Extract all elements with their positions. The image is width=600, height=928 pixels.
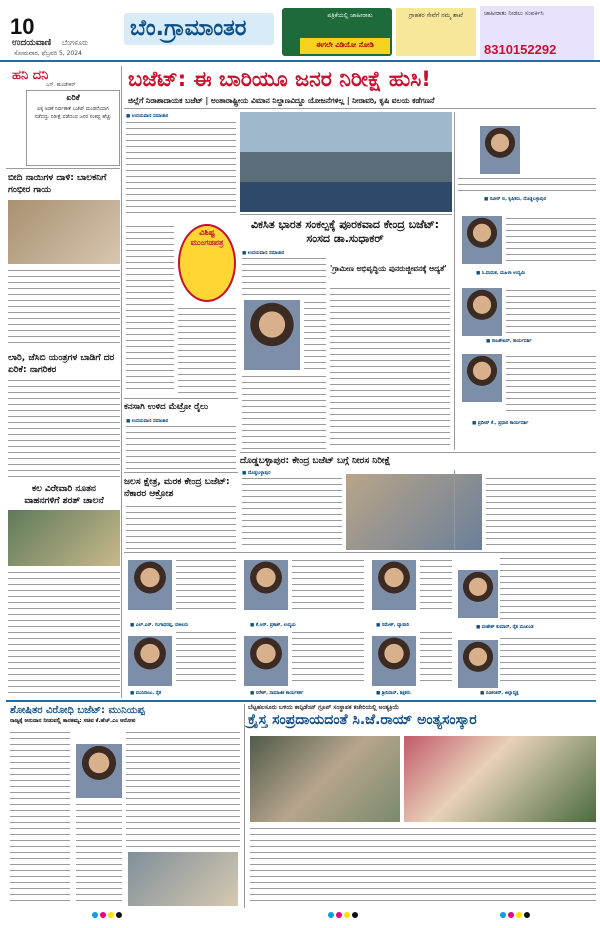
grid-photo-6 xyxy=(372,636,416,686)
paper-name: ಉದಯವಾಣಿ xyxy=(12,38,52,48)
sudhakar-headline[interactable]: ವಿಕಸಿತ ಭಾರತ ಸಂಕಲ್ಪಕ್ಕೆ ಪೂರಕವಾದ ಕೇಂದ್ರ ಬಜೆಟ್: ಸಂಸದ ಡಾ.ಸುಧಾಕರ್ xyxy=(250,218,440,245)
registration-mark xyxy=(100,912,106,918)
muniyappa-body-1 xyxy=(10,730,70,906)
reaction-photo-3 xyxy=(462,288,502,336)
registration-mark xyxy=(336,912,342,918)
registration-mark xyxy=(108,912,114,918)
reaction-caption-2: ■ ಸಿ.ಮಮತ, ಮಹಿಳಾ ಉದ್ಯಮಿ xyxy=(476,271,526,276)
grid-photo-1 xyxy=(128,560,172,610)
reaction-caption-3: ■ ರಾಜಶೇಖರ್, ಕಾರ್ಯದರ್ಶಿ xyxy=(486,339,532,344)
honey-dani-author: ಎನ್. ಹುಂಡೇಕರ್ xyxy=(46,82,76,88)
bottom-strip-rule xyxy=(6,700,596,702)
grid-caption-6: ■ ಶ್ರೀನಿವಾಸ್, ಶಿಕ್ಷಕರು xyxy=(376,691,411,696)
section-title: ಬೆಂ.ಗ್ರಾಮಾಂತರ xyxy=(130,16,247,41)
registration-mark xyxy=(92,912,98,918)
reaction-body-1 xyxy=(458,176,596,194)
reaction-body-4 xyxy=(506,354,596,414)
airport-train-photo xyxy=(240,112,452,212)
muniyappa-photo xyxy=(76,744,122,798)
reaction-photo-6 xyxy=(458,640,498,688)
ad-3-text: ಜಾಹೀರಾತು ನೀಡಲು ಸಂಪರ್ಕಿಸಿ xyxy=(484,10,544,17)
stray-dog-body xyxy=(8,268,120,348)
grid-body-5 xyxy=(292,630,364,686)
ad-1-sub: ಈಗಲೇ ವಿಡಿಯೋ ನೋಡಿ xyxy=(300,38,390,54)
lead-body-col-1 xyxy=(126,120,236,218)
dateline: ಸೋಮವಾರ, ಫೆಬ್ರವರಿ 5, 2024 xyxy=(14,50,82,57)
reaction-photo-5 xyxy=(458,570,498,618)
reaction-photo-2 xyxy=(462,216,502,264)
grid-body-3 xyxy=(420,558,452,610)
lorry-jcb-headline[interactable]: ಲಾರಿ, ಜೆಸಿಬಿ ಯಂತ್ರಗಳ ಬಾಡಿಗೆ ದರ ಏರಿಕೆ: ನಾಗರಿಕರ xyxy=(8,353,115,375)
page-number: 10 xyxy=(10,14,35,39)
stray-dog-photo xyxy=(8,200,120,264)
muniyappa-body-3 xyxy=(126,730,240,850)
sudhakar-quote: 'ಗ್ರಾಮೀಣ ಅಭಿವೃದ್ಧಿಯ ಪುನರುಜ್ಜೀವನಕ್ಕೆ ಆದ್ಯತೆ' xyxy=(330,264,447,273)
divider xyxy=(124,552,596,553)
lead-subhead: ಜಿಲ್ಲೆಗೆ ನಿರಾಶಾದಾಯಕ ಬಜೆಟ್ | ಅಂತಾರಾಷ್ಟ್ರೀಯ ವಿಮಾನ ನಿಲ್ದಾಣವಿದ್ದೂ ಯೋಜನೆಗಳಿಲ್ಲ | ನೀರಾವರಿ, ಕೃಷಿ ವಲಯ ಕಡೆಗಣನೆ xyxy=(128,96,435,105)
grid-body-1 xyxy=(176,558,236,610)
grid-photo-3 xyxy=(372,560,416,610)
eriki-title: ಏರಿಕೆ xyxy=(66,93,80,102)
ad-1-text: ಪತ್ರಿಕೆಯಲ್ಲಿ ಜಾಹೀರಾತು xyxy=(327,12,373,19)
sudhakar-body-4 xyxy=(242,374,326,452)
registration-mark xyxy=(500,912,506,918)
divider xyxy=(240,214,452,215)
lead-headline[interactable]: ಬಜೆಟ್: ಈ ಬಾರಿಯೂ ಜನರ ನಿರೀಕ್ಷೆ ಹುಸಿ! xyxy=(128,67,431,91)
roy-headline[interactable]: ಕ್ರೈಸ್ತ ಸಂಪ್ರದಾಯದಂತೆ ಸಿ.ಜೆ.ರಾಯ್ ಅಂತ್ಯಸಂಸ್ಕಾರ xyxy=(248,712,477,728)
metro-headline[interactable]: ಕನಸಾಗಿ ಉಳಿದ ಮೆಟ್ರೋ ರೈಲು xyxy=(124,402,209,412)
grid-caption-2: ■ ಕೆ.ಆರ್. ಪ್ರಕಾಶ್, ಉದ್ಯಮಿ xyxy=(250,623,296,628)
ad-banner-2[interactable]: ಗ್ರಾಹಕರ ಸೇವೆಗೆ ನಮ್ಮ ಶಾಖೆ xyxy=(396,8,476,56)
lead-body-col-2 xyxy=(126,224,174,394)
registration-mark xyxy=(344,912,350,918)
registration-mark xyxy=(524,912,530,918)
divider xyxy=(240,452,596,453)
reaction-caption-4: ■ ಪ್ರದೀಪ್ ಕೆ., ಪ್ರಧಾನ ಕಾರ್ಯದರ್ಶಿ xyxy=(472,421,529,426)
ad-3-phone: 8310152292 xyxy=(484,42,557,57)
grid-photo-5 xyxy=(244,636,288,686)
roy-body xyxy=(250,826,596,906)
lead-byline: ■ ಉದಯವಾಣಿ ಸಮಾಚಾರ xyxy=(126,114,169,119)
grid-caption-1: ■ ಎಲ್.ಎನ್. ಗಂಗಾಧರಪ್ಪ, ವಕೀಲರು xyxy=(130,623,189,628)
reaction-body-3 xyxy=(506,288,596,334)
registration-mark xyxy=(116,912,122,918)
grid-caption-4: ■ ಮುನಿರಾಜು, ರೈತ xyxy=(130,691,162,696)
registration-mark xyxy=(328,912,334,918)
sudhakar-byline: ■ ಉದಯವಾಣಿ ಸಮಾಚಾರ xyxy=(242,251,285,256)
roy-kicker: ಬೆಟ್ಟಹಲಸೂರು ಬಳಿಯ ಕಾನ್ಫಿಡೆಂಟ್ ಗ್ರೂಪ್ ಸಂಸ್ಥಾಪಕ ಕಚೇರಿಯಲ್ಲಿ ಅಂತ್ಯಕ್ರಿಯೆ xyxy=(248,704,400,711)
registration-mark xyxy=(352,912,358,918)
sudhakar-body-2 xyxy=(304,300,326,370)
honey-dani-logo: ಹನಿ ದನಿ xyxy=(12,68,49,83)
grid-photo-2 xyxy=(244,560,288,610)
lead-body-col-3 xyxy=(178,306,236,396)
sudhakar-body-3 xyxy=(330,286,450,450)
registration-mark xyxy=(516,912,522,918)
roy-funeral-photo-1 xyxy=(250,736,400,822)
waste-vehicle-photo xyxy=(8,510,120,566)
reaction-photo-4 xyxy=(462,354,502,402)
doddaballapura-body-2 xyxy=(486,476,596,550)
jala-headline[interactable]: ಜಲಸ ಕ್ಷೇತ್ರ, ಮರಕ ಕೇಂದ್ರ ಬಜೆಟ್: ನೆಕಾರರ ಆಕ್ರೋಶ xyxy=(124,477,230,499)
waste-vehicle-body xyxy=(8,570,120,698)
reaction-body-2 xyxy=(506,216,596,266)
stray-dog-headline[interactable]: ಬೀದಿ ನಾಯಿಗಳ ದಾಳಿ: ಬಾಲಕನಿಗೆ ಗಂಭೀರ ಗಾಯ xyxy=(8,173,107,195)
grid-body-2 xyxy=(292,558,364,610)
divider xyxy=(124,398,238,399)
doddaballapura-headline[interactable]: ದೊಡ್ಡಬಳ್ಳಾಪುರ: ಕೇಂದ್ರ ಬಜೆಟ್ ಬಗ್ಗೆ ನೀರಸ ನಿರೀಕ್ಷೆ xyxy=(240,456,391,466)
reaction-body-5 xyxy=(500,556,596,620)
muniyappa-subhead: ರಾಜ್ಯಕ್ಕೆ ಅನುದಾನ ನೀಡುವಲ್ಲಿ ತಾರತಮ್ಯ: ಸಚಿವ ಕೆ.ಹೆಚ್.ಎಂ ಆರೋಪ xyxy=(10,718,136,724)
divider xyxy=(6,168,120,169)
waste-vehicle-headline[interactable]: ಕಲ ವಿರೇವಾರಿ ನೂತನ ವಾಹನಗಳಿಗೆ ಶರತ್ ಚಾಲನೆ xyxy=(24,484,104,506)
eriki-box xyxy=(26,90,120,166)
doddaballapura-body-1 xyxy=(242,476,342,550)
column-rule xyxy=(454,112,455,450)
reaction-photo-1 xyxy=(480,126,520,174)
grid-caption-5: ■ ನರೇಶ್, ಸಾಮಾಜಿಕ ಕಾರ್ಯಕರ್ತ xyxy=(250,691,304,696)
lorry-jcb-body xyxy=(8,378,120,480)
eriki-body: ಏಕ್ಕ ಅಡಕೆ ನಿರ್ವಹಣೆ ಬಜೆಟ್‌ ಮಂಡನೆಯಾಗಿ ನಡೆದದ್ದು ನಿರೀಕ್ಷೆ ಪಡೆದಂಥ ಜನರ ಸಂಕಷ್ಟ ಹೆಚ್ಚು xyxy=(34,106,112,120)
doddaballapura-byline: ■ ದೊಡ್ಡಬಳ್ಳಾಪುರ xyxy=(242,471,271,476)
column-rule xyxy=(244,704,245,908)
grid-caption-3: ■ ರಮೇಶ್, ವ್ಯಾಪಾರಿ xyxy=(376,623,410,628)
registration-mark xyxy=(508,912,514,918)
reaction-caption-1: ■ ನವೀನ್ ಬಿ, ಕೃಷಿಕರು, ದೊಡ್ಡಬಳ್ಳಾಪುರ xyxy=(484,197,547,202)
column-rule xyxy=(454,470,455,550)
reaction-caption-6: ■ ರವಿಶಂಕರ್, ಜಿಲ್ಲಾಧ್ಯಕ್ಷ xyxy=(480,691,519,696)
divider xyxy=(124,472,238,473)
doddaballapura-photo xyxy=(346,474,482,550)
column-rule xyxy=(121,66,122,698)
city-label: ಬೆಂಗಳೂರು xyxy=(62,39,89,47)
sudhakar-body-1 xyxy=(242,256,326,296)
roy-funeral-photo-2 xyxy=(404,736,596,822)
muniyappa-event-photo xyxy=(128,852,238,906)
grid-photo-4 xyxy=(128,636,172,686)
muniyappa-headline[interactable]: ಶೋಷಿತರ ವಿರೋಧಿ ಬಜೆಟ್: ಮುನಿಯಪ್ಪ xyxy=(10,705,145,716)
sudhakar-photo xyxy=(244,300,300,370)
divider xyxy=(124,108,596,109)
masthead xyxy=(0,0,600,62)
metro-body xyxy=(126,424,236,472)
muniyappa-body-2 xyxy=(76,802,122,906)
vishesha-label: ವಿಶಿಷ್ಟ ಮುಂಗಡಪತ್ರ xyxy=(190,228,224,247)
grid-body-6 xyxy=(420,630,452,686)
jala-body xyxy=(126,504,236,550)
reaction-body-6 xyxy=(500,636,596,686)
reaction-caption-5: ■ ಮಹೇಶ್ ಕುಮಾರ್, ರೈತ ಮುಖಂಡ xyxy=(476,625,534,630)
metro-byline: ■ ಉದಯವಾಣಿ ಸಮಾಚಾರ xyxy=(126,419,169,424)
grid-body-4 xyxy=(176,630,236,686)
